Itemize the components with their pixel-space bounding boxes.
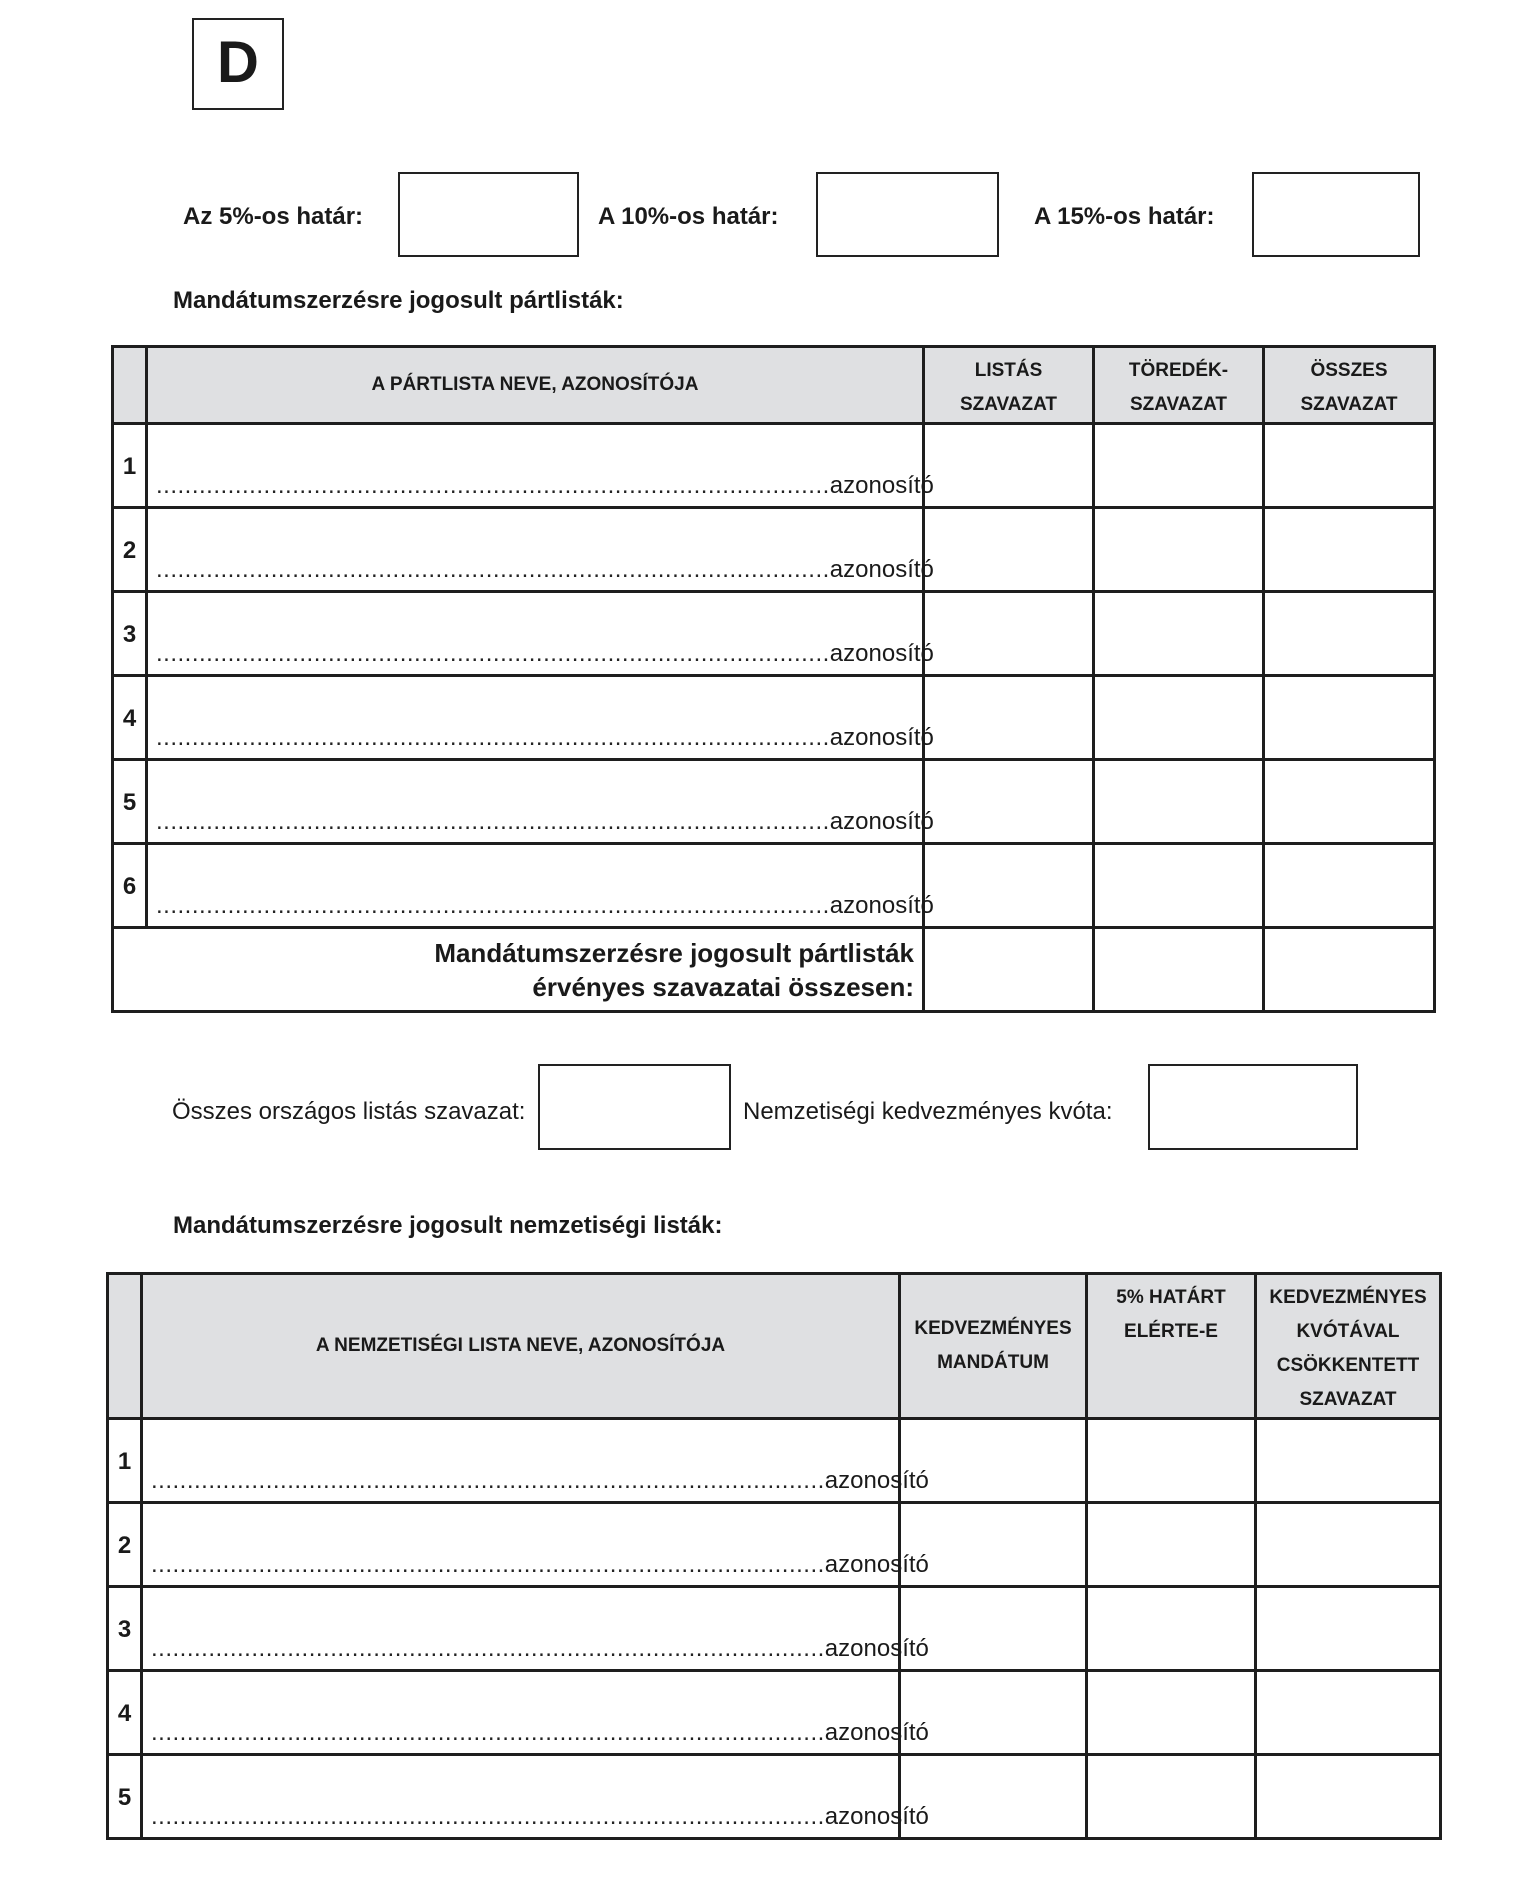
party-row-number-text: 5 <box>122 789 137 816</box>
party-fraction-votes-cell[interactable] <box>1094 676 1264 760</box>
minority-id-label: azonosító <box>824 1803 929 1830</box>
party-dotted-line: .............................................................................................. <box>156 892 830 919</box>
party-total-fraction-votes[interactable] <box>1094 928 1264 1012</box>
minority-row-number-text: 3 <box>117 1616 132 1643</box>
party-total-line2: érvényes szavazatai összesen: <box>532 971 914 1002</box>
party-total-votes-cell[interactable] <box>1264 424 1435 508</box>
col-total-votes <box>1264 347 1435 424</box>
national-votes-label: Összes országos listás szavazat: <box>172 1098 526 1125</box>
col-pref-mandate-l1: KEDVEZMÉNYES <box>914 1318 1072 1339</box>
minority-row-number <box>108 1755 142 1839</box>
quota-label: Nemzetiségi kedvezményes kvóta: <box>743 1098 1113 1125</box>
party-row-number <box>113 508 147 592</box>
minority-name-line <box>151 1551 929 1579</box>
col-reduced-l3: CSÖKKENTETT <box>1276 1355 1420 1376</box>
minority-name-field[interactable] <box>142 1503 929 1587</box>
party-row-number <box>113 676 147 760</box>
party-name-field[interactable] <box>147 844 934 928</box>
party-list-votes-cell[interactable] <box>924 760 1094 844</box>
party-name-field[interactable] <box>147 592 934 676</box>
party-list-votes-cell[interactable] <box>924 508 1094 592</box>
col-threshold-reached <box>1087 1274 1256 1419</box>
party-total-votes-cell[interactable] <box>1264 592 1435 676</box>
minority-threshold-reached-cell[interactable] <box>1087 1503 1256 1587</box>
section-letter: D <box>217 30 259 95</box>
minority-row-number-text: 2 <box>117 1532 132 1559</box>
party-total-row <box>113 928 1435 1012</box>
minority-row <box>108 1587 1441 1671</box>
party-id-label: azonosító <box>829 640 934 667</box>
party-list-votes-cell[interactable] <box>924 676 1094 760</box>
party-row-number-text: 3 <box>122 621 137 648</box>
party-total-votes-cell[interactable] <box>1264 844 1435 928</box>
col-pref-mandate-l2: MANDÁTUM <box>937 1352 1049 1373</box>
minority-id-label: azonosító <box>824 1635 929 1662</box>
minority-row-number-text: 5 <box>117 1784 132 1811</box>
col-party-name: A PÁRTLISTA NEVE, AZONOSÍTÓJA <box>147 347 924 424</box>
minority-reduced-votes-cell[interactable] <box>1256 1587 1441 1671</box>
minority-name-field[interactable] <box>142 1587 929 1671</box>
minority-dotted-line: .............................................................................................. <box>151 1719 825 1746</box>
col-list-votes-l2: SZAVAZAT <box>959 394 1058 415</box>
party-id-label: azonosító <box>829 724 934 751</box>
party-fraction-votes-cell[interactable] <box>1094 760 1264 844</box>
party-lists-heading: Mandátumszerzésre jogosult pártlisták: <box>173 287 624 314</box>
party-total-votes-cell[interactable] <box>1264 508 1435 592</box>
minority-name-field[interactable] <box>142 1755 929 1839</box>
party-row-number-text: 1 <box>122 453 137 480</box>
threshold-5-field[interactable] <box>398 172 579 257</box>
col-total-l1: ÖSSZES <box>1310 360 1388 381</box>
party-total-line1: Mandátumszerzésre jogosult pártlisták <box>434 937 914 968</box>
col-reduced-l1: KEDVEZMÉNYES <box>1269 1287 1427 1308</box>
party-name-line <box>156 892 934 920</box>
col-list-votes <box>924 347 1094 424</box>
minority-dotted-line: .............................................................................................. <box>151 1551 825 1578</box>
party-name-line <box>156 556 934 584</box>
party-row-number <box>113 844 147 928</box>
party-id-label: azonosító <box>829 556 934 583</box>
party-dotted-line: .............................................................................................. <box>156 472 830 499</box>
party-name-field[interactable] <box>147 508 934 592</box>
party-fraction-votes-cell[interactable] <box>1094 844 1264 928</box>
header-blank-cell <box>113 347 147 424</box>
minority-row <box>108 1419 1441 1503</box>
party-id-label: azonosító <box>829 892 934 919</box>
party-row <box>113 676 1435 760</box>
party-total-label <box>113 928 924 1012</box>
minority-lists-table <box>106 1272 1442 1840</box>
col-fraction-votes <box>1094 347 1264 424</box>
minority-dotted-line: .............................................................................................. <box>151 1803 825 1830</box>
minority-dotted-line: .............................................................................................. <box>151 1635 825 1662</box>
party-lists-table <box>111 345 1436 1013</box>
party-name-line <box>156 472 934 500</box>
threshold-15-label: A 15%-os határ: <box>1034 203 1215 230</box>
party-dotted-line: .............................................................................................. <box>156 808 830 835</box>
col-fraction-l2: SZAVAZAT <box>1129 394 1228 415</box>
minority-name-line <box>151 1635 929 1663</box>
threshold-10-label: A 10%-os határ: <box>598 203 779 230</box>
minority-table-header <box>108 1274 1441 1419</box>
party-name-field[interactable] <box>147 424 934 508</box>
minority-lists-heading: Mandátumszerzésre jogosult nemzetiségi listák: <box>173 1212 723 1239</box>
party-row-number-text: 2 <box>122 537 137 564</box>
minority-row-number <box>108 1671 142 1755</box>
party-row-number-text: 4 <box>122 705 137 732</box>
minority-reduced-votes-cell[interactable] <box>1256 1671 1441 1755</box>
minority-reduced-votes-cell[interactable] <box>1256 1419 1441 1503</box>
party-name-field[interactable] <box>147 760 934 844</box>
minority-header-blank-cell <box>108 1274 142 1419</box>
minority-row-number <box>108 1503 142 1587</box>
col-reduced-votes <box>1256 1274 1441 1419</box>
party-total-list-votes[interactable] <box>924 928 1094 1012</box>
party-id-label: azonosító <box>829 472 934 499</box>
party-list-votes-cell[interactable] <box>924 424 1094 508</box>
col-fraction-l1: TÖREDÉK- <box>1128 360 1229 381</box>
minority-row-number <box>108 1419 142 1503</box>
minority-id-label: azonosító <box>824 1551 929 1578</box>
minority-name-line <box>151 1803 929 1831</box>
minority-row <box>108 1755 1441 1839</box>
minority-reduced-votes-cell[interactable] <box>1256 1503 1441 1587</box>
col-list-votes-l1: LISTÁS <box>974 360 1043 381</box>
col-reduced-l4: SZAVAZAT <box>1299 1389 1397 1410</box>
threshold-15-field[interactable] <box>1252 172 1420 257</box>
party-name-line <box>156 724 934 752</box>
minority-row <box>108 1671 1441 1755</box>
party-row <box>113 592 1435 676</box>
minority-name-line <box>151 1719 929 1747</box>
minority-name-field[interactable] <box>142 1419 929 1503</box>
party-total-all-votes[interactable] <box>1264 928 1435 1012</box>
threshold-5-label: Az 5%-os határ: <box>183 203 364 230</box>
minority-row <box>108 1503 1441 1587</box>
party-total-votes-cell[interactable] <box>1264 760 1435 844</box>
col-threshold-l2: ELÉRTE-E <box>1124 1321 1218 1342</box>
col-total-l2: SZAVAZAT <box>1300 394 1398 415</box>
party-list-votes-cell[interactable] <box>924 592 1094 676</box>
party-dotted-line: .............................................................................................. <box>156 556 830 583</box>
minority-reduced-votes-cell[interactable] <box>1256 1755 1441 1839</box>
minority-row-number-text: 1 <box>117 1448 132 1475</box>
party-fraction-votes-cell[interactable] <box>1094 592 1264 676</box>
minority-id-label: azonosító <box>824 1467 929 1494</box>
minority-name-field[interactable] <box>142 1671 929 1755</box>
col-pref-mandate <box>900 1274 1087 1419</box>
quota-field[interactable] <box>1148 1064 1358 1150</box>
party-row-number <box>113 424 147 508</box>
party-name-field[interactable] <box>147 676 934 760</box>
minority-row-number-text: 4 <box>117 1700 132 1727</box>
party-row <box>113 508 1435 592</box>
party-fraction-votes-cell[interactable] <box>1094 508 1264 592</box>
party-row <box>113 424 1435 508</box>
minority-row-number <box>108 1587 142 1671</box>
minority-name-line <box>151 1467 929 1495</box>
minority-threshold-reached-cell[interactable] <box>1087 1671 1256 1755</box>
party-total-votes-cell[interactable] <box>1264 676 1435 760</box>
party-row-number <box>113 592 147 676</box>
party-row-number-text: 6 <box>122 873 137 900</box>
threshold-10-field[interactable] <box>816 172 999 257</box>
section-letter-box <box>192 18 284 110</box>
party-dotted-line: .............................................................................................. <box>156 724 830 751</box>
col-minority-name: A NEMZETISÉGI LISTA NEVE, AZONOSÍTÓJA <box>142 1274 900 1419</box>
minority-threshold-reached-cell[interactable] <box>1087 1587 1256 1671</box>
minority-dotted-line: .............................................................................................. <box>151 1467 825 1494</box>
party-row <box>113 760 1435 844</box>
party-row-number <box>113 760 147 844</box>
party-name-line <box>156 640 934 668</box>
minority-threshold-reached-cell[interactable] <box>1087 1755 1256 1839</box>
col-threshold-l1: 5% HATÁRT <box>1116 1287 1226 1308</box>
party-fraction-votes-cell[interactable] <box>1094 424 1264 508</box>
party-dotted-line: .............................................................................................. <box>156 640 830 667</box>
party-id-label: azonosító <box>829 808 934 835</box>
national-votes-field[interactable] <box>538 1064 731 1150</box>
col-reduced-l2: KVÓTÁVAL <box>1296 1321 1400 1342</box>
party-list-votes-cell[interactable] <box>924 844 1094 928</box>
party-row <box>113 844 1435 928</box>
party-name-line <box>156 808 934 836</box>
minority-threshold-reached-cell[interactable] <box>1087 1419 1256 1503</box>
party-table-header <box>113 347 1435 424</box>
minority-id-label: azonosító <box>824 1719 929 1746</box>
